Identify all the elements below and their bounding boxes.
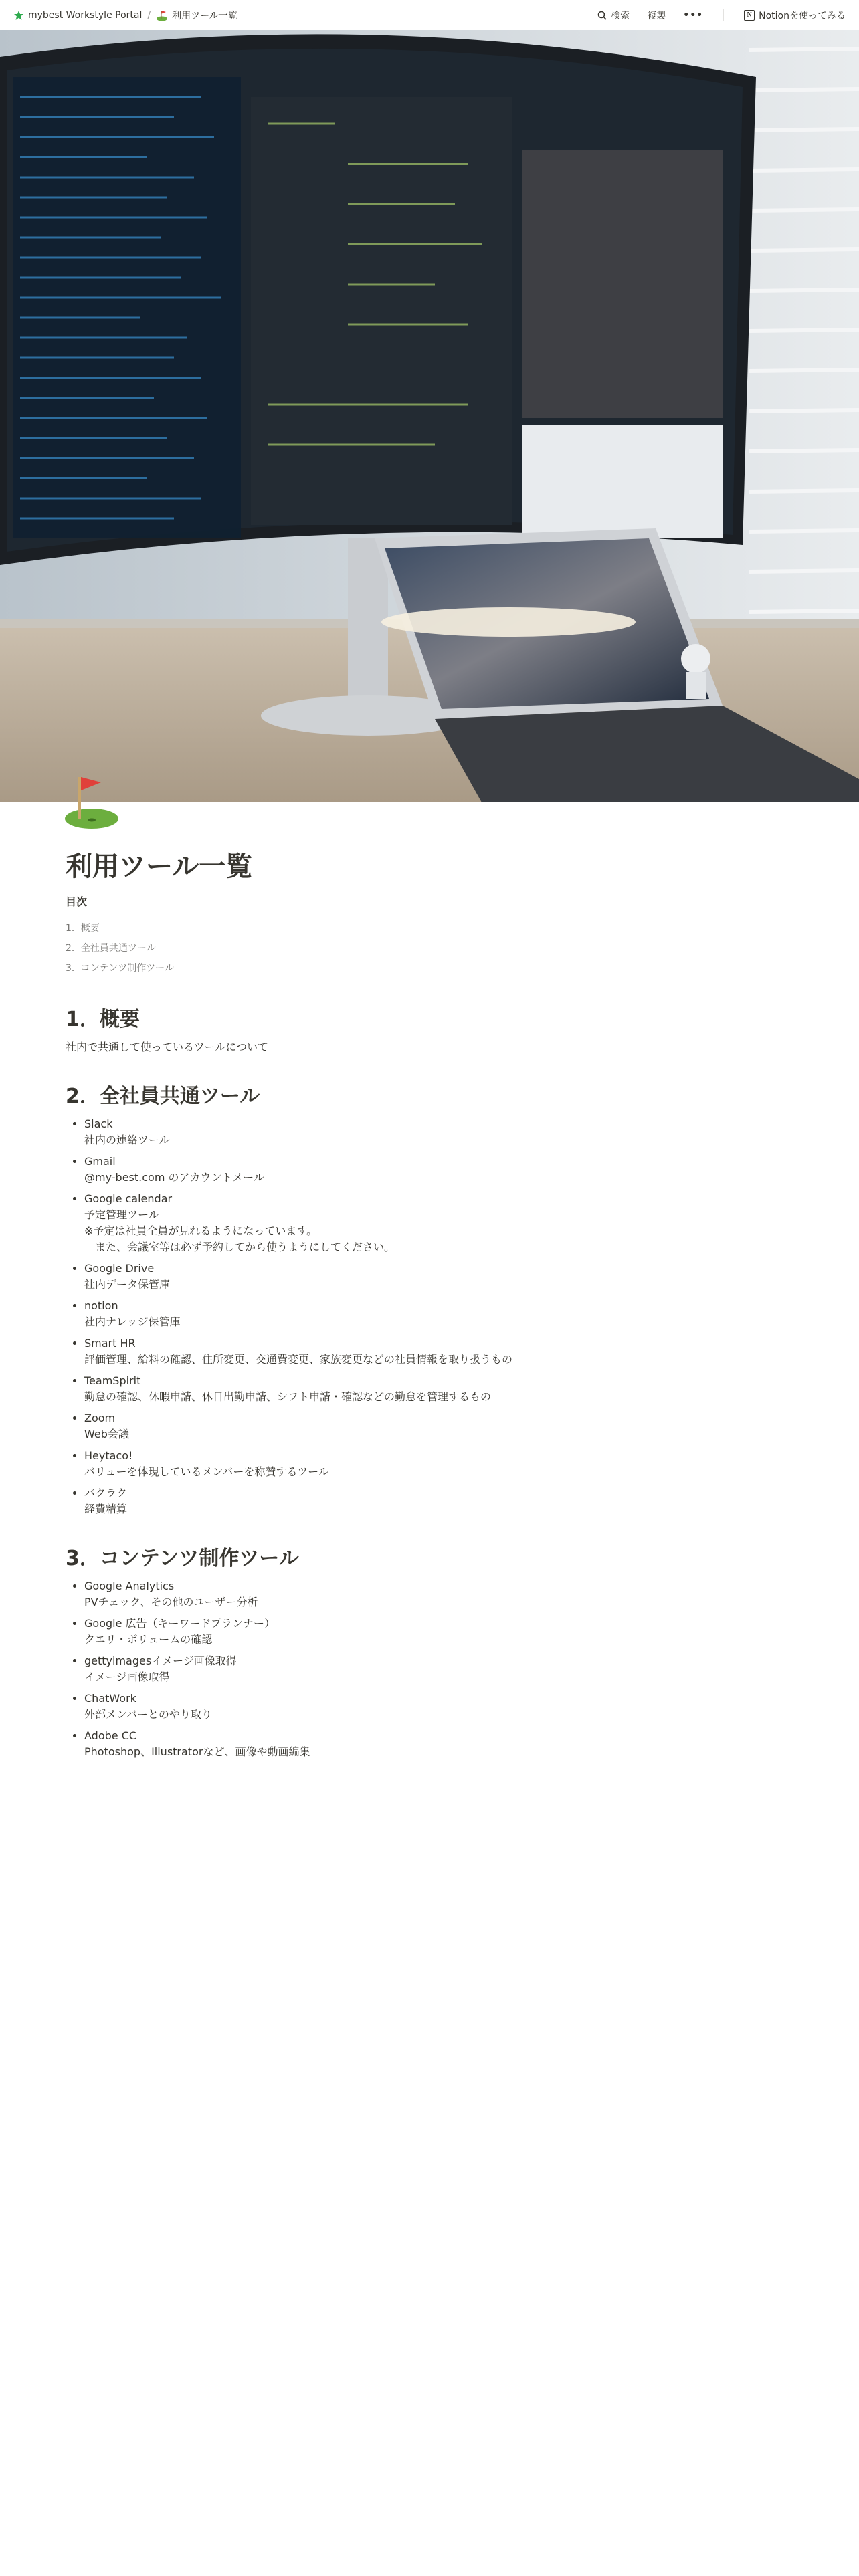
- toc-label: 目次: [66, 895, 88, 908]
- section-heading-content-tools: 3．コンテンツ制作ツール: [66, 1547, 299, 1570]
- tool-description: 社内の連絡ツール: [84, 1134, 170, 1146]
- golf-flag-icon: [156, 9, 168, 21]
- notion-logo-icon: N: [744, 10, 755, 21]
- more-button[interactable]: [679, 7, 707, 23]
- tool-name: Zoom: [84, 1412, 116, 1424]
- tool-name: Slack: [84, 1117, 113, 1130]
- section-heading-overview: 1．概要: [66, 1008, 140, 1031]
- list-item: [84, 1653, 793, 1685]
- tool-name: gettyimagesイメージ画像取得: [84, 1654, 237, 1667]
- duplicate-label: 複製: [647, 10, 666, 21]
- list-item: [84, 1261, 793, 1293]
- tool-description: バリューを体現しているメンバーを称賛するツール: [84, 1465, 329, 1478]
- page-content: [66, 849, 793, 1765]
- tool-description: 予定管理ツール: [84, 1208, 159, 1221]
- tool-description: 外部メンバーとのやり取り: [84, 1708, 212, 1721]
- cover-photo: [0, 30, 859, 802]
- tool-description: @my-best.com のアカウントメール: [84, 1171, 264, 1184]
- search-label: 検索: [611, 10, 630, 21]
- more-icon: •••: [683, 9, 704, 21]
- tool-name: Google calendar: [84, 1192, 173, 1205]
- list-item: [84, 1298, 793, 1330]
- list-item: [84, 1335, 793, 1368]
- list-item: [84, 1116, 793, 1148]
- search-button[interactable]: [593, 6, 634, 25]
- topbar: [0, 0, 859, 30]
- golf-flag-icon: [64, 770, 124, 831]
- list-item: [84, 1691, 793, 1723]
- tool-description: Web会議: [84, 1428, 129, 1440]
- tool-name: ChatWork: [84, 1692, 136, 1705]
- tool-name: バクラク: [84, 1487, 128, 1499]
- tool-name: Google Drive: [84, 1262, 155, 1275]
- tool-description: 経費精算: [84, 1503, 128, 1515]
- tool-name: Google Analytics: [84, 1580, 175, 1592]
- tool-name: Adobe CC: [84, 1729, 137, 1742]
- tool-description: 勤怠の確認、休暇申請、休日出勤申請、シフト申請・確認などの勤怠を管理するもの: [84, 1390, 492, 1403]
- search-icon: [597, 11, 607, 20]
- tool-name: Google 広告（キーワードプランナー）: [84, 1617, 276, 1630]
- tool-description: クエリ・ボリュームの確認: [84, 1633, 213, 1646]
- tool-description: PVチェック、その他のユーザー分析: [84, 1596, 258, 1608]
- topbar-divider: [723, 9, 724, 21]
- cover-image: [0, 30, 859, 802]
- toc-item-overview[interactable]: 1．概要: [66, 923, 100, 934]
- tool-description: Photoshop、Illustratorなど、画像や動画編集: [84, 1745, 310, 1758]
- tool-note: ※予定は社員全員が見れるようになっています。: [84, 1224, 318, 1237]
- list-item: [84, 1578, 793, 1610]
- list-item: [84, 1191, 793, 1255]
- tool-description: 社内ナレッジ保管庫: [84, 1315, 181, 1328]
- breadcrumb-workspace[interactable]: [9, 7, 146, 23]
- list-item: [84, 1616, 793, 1648]
- tool-name: notion: [84, 1299, 118, 1312]
- page-icon[interactable]: [64, 770, 124, 831]
- workspace-star-icon: [13, 10, 24, 21]
- tool-name: TeamSpirit: [84, 1374, 141, 1387]
- list-item: [84, 1728, 793, 1760]
- try-notion-label: Notionを使ってみる: [759, 10, 846, 21]
- tool-name: Smart HR: [84, 1337, 136, 1350]
- page-title: 利用ツール一覧: [66, 851, 253, 882]
- list-item: [84, 1373, 793, 1405]
- try-notion-button[interactable]: [740, 6, 850, 25]
- tool-description: 評価管理、給料の確認、住所変更、交通費変更、家族変更などの社員情報を取り扱うもの: [84, 1353, 513, 1366]
- breadcrumb-page[interactable]: [152, 6, 242, 25]
- tool-name: Heytaco!: [84, 1449, 133, 1462]
- breadcrumb-separator: /: [147, 9, 151, 21]
- duplicate-button[interactable]: [643, 6, 670, 25]
- list-item: [84, 1154, 793, 1186]
- tool-name: Gmail: [84, 1155, 116, 1168]
- list-item: [84, 1448, 793, 1480]
- list-item: [84, 1410, 793, 1442]
- content-tools-list: [66, 1578, 793, 1760]
- page-name: 利用ツール一覧: [172, 10, 237, 21]
- tool-description: 社内データ保管庫: [84, 1278, 171, 1291]
- table-of-contents: [66, 918, 793, 978]
- toc-item-content-tools[interactable]: 3．コンテンツ制作ツール: [66, 963, 174, 974]
- tool-description: イメージ画像取得: [84, 1671, 170, 1683]
- common-tools-list: [66, 1116, 793, 1517]
- topbar-actions: [593, 6, 850, 25]
- section-heading-common-tools: 2．全社員共通ツール: [66, 1085, 260, 1108]
- tool-note: また、会議室等は必ず予約してから使うようにしてください。: [84, 1241, 395, 1253]
- workspace-name: mybest Workstyle Portal: [28, 9, 142, 21]
- overview-text: 社内で共通して使っているツールについて: [66, 1041, 269, 1053]
- list-item: [84, 1485, 793, 1517]
- toc-item-common-tools[interactable]: 2．全社員共通ツール: [66, 943, 156, 954]
